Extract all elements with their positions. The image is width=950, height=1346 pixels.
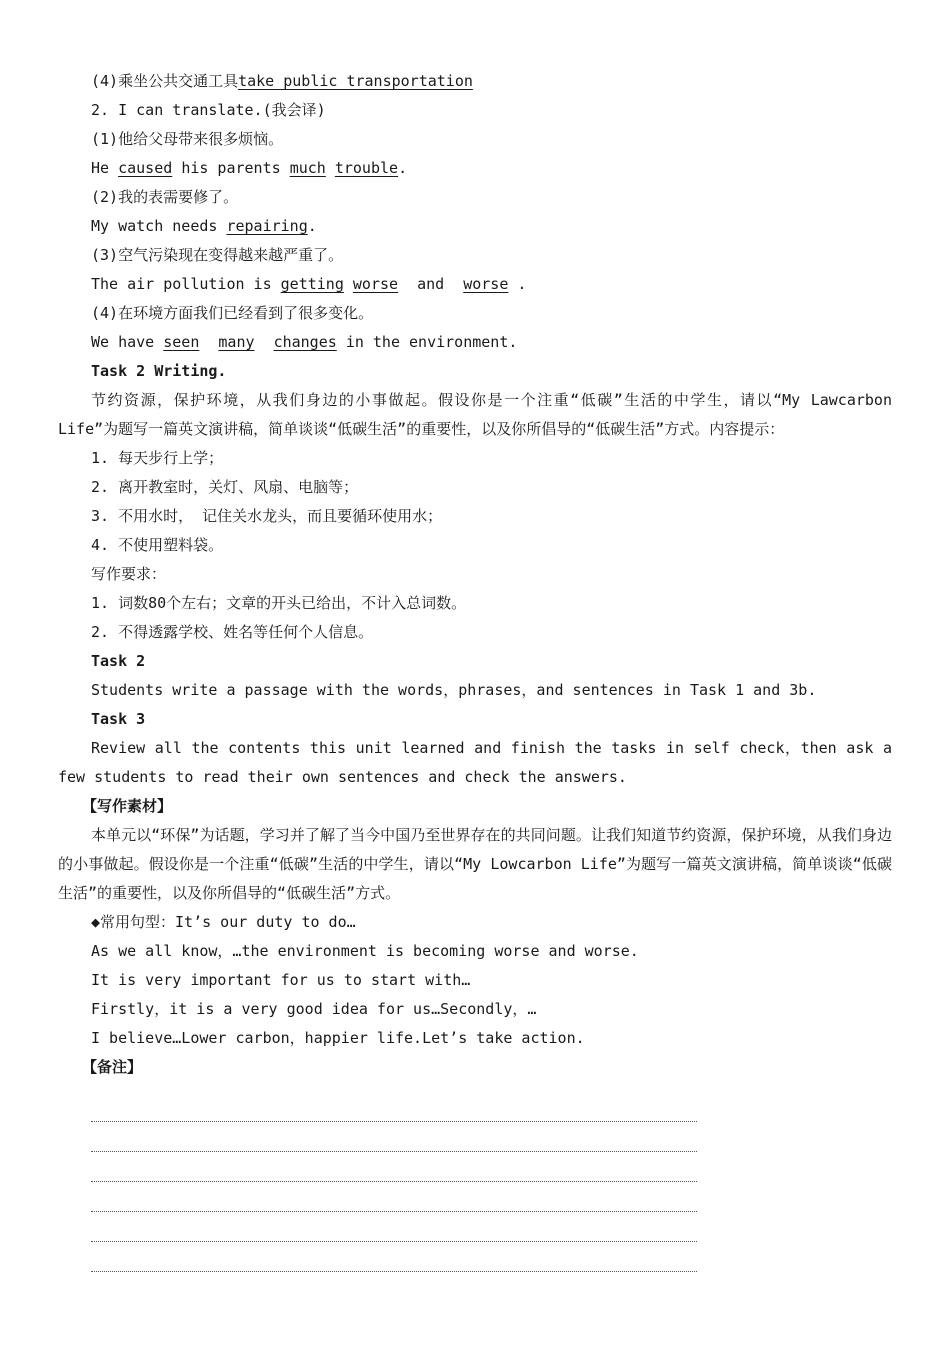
- tip-4: 4. 不使用塑料袋。: [91, 536, 224, 554]
- task2-title: Task 2: [91, 652, 146, 670]
- q3-chinese: (3)空气污染现在变得越来越严重了。: [91, 246, 344, 264]
- q1-text-a: He: [91, 159, 110, 177]
- task2-writing-prompt: 节约资源，保护环境，从我们身边的小事做起。假设你是一个注重“低碳”生活的中学生，请以“My Lawcarbon Life”为题写一篇英文演讲稿，简单谈谈“低碳生活”的重要性，以及你所倡导的“低碳生活”方式。内容提示：: [58, 391, 892, 438]
- notes-lines: [58, 1092, 892, 1272]
- q2-text-a: My watch needs: [91, 217, 218, 235]
- item4-answer: take public transportation: [238, 72, 473, 90]
- requirements-title: 写作要求：: [91, 565, 167, 583]
- q3-blank-1: getting: [280, 275, 344, 293]
- pattern-5: I believe…Lower carbon，happier life.Let’s take action.: [91, 1029, 585, 1047]
- task2-writing-title: Task 2 Writing.: [91, 362, 227, 380]
- note-line[interactable]: [91, 1212, 697, 1242]
- translate-heading: 2. I can translate.(我会译): [91, 101, 326, 119]
- document-page: [58, 67, 892, 1272]
- q3-end: .: [517, 275, 527, 293]
- q4-blank-1: seen: [163, 333, 200, 351]
- material-text: 本单元以“环保”为话题，学习并了解了当今中国乃至世界存在的共同问题。让我们知道节约资源，保护环境，从我们身边的小事做起。假设你是一个注重“低碳”生活的中学生，请以“My Lowcarbon Life”为题写一篇英文演讲稿，简单谈谈“低碳生活”的重要性，以及你所倡导的“低碳生活”方式。: [58, 826, 892, 902]
- tip-2: 2. 离开教室时，关灯、风扇、电脑等；: [91, 478, 359, 496]
- q2-english: [58, 212, 892, 241]
- q2-blank-1: repairing: [226, 217, 308, 235]
- note-line[interactable]: [91, 1182, 697, 1212]
- q4-chinese: (4)在环境方面我们已经看到了很多变化。: [91, 304, 374, 322]
- requirement-2: 2. 不得透露学校、姓名等任何个人信息。: [91, 623, 374, 641]
- q1-english: [58, 154, 892, 183]
- q3-english: [58, 270, 892, 299]
- note-line[interactable]: [91, 1242, 697, 1272]
- item4-line: [58, 67, 892, 96]
- requirement-1: 1. 词数80个左右；文章的开头已给出，不计入总词数。: [91, 594, 467, 612]
- task3-title: Task 3: [91, 710, 146, 728]
- q1-text-c: his parents: [181, 159, 281, 177]
- q4-blank-2: many: [218, 333, 255, 351]
- q4-text-c: in the environment.: [345, 333, 518, 351]
- note-line[interactable]: [91, 1152, 697, 1182]
- q1-blank-3: trouble: [334, 159, 399, 177]
- q1-end: .: [398, 159, 408, 177]
- tip-3: 3. 不用水时， 记住关水龙头，而且要循环使用水；: [91, 507, 443, 525]
- q3-blank-3: worse: [463, 275, 509, 293]
- pattern-3: It is very important for us to start with…: [91, 971, 471, 989]
- task2-text: Students write a passage with the words，phrases，and sentences in Task 1 and 3b.: [91, 681, 817, 699]
- material-title: 【写作素材】: [82, 797, 173, 815]
- q4-english: [58, 328, 892, 357]
- task3-text: Review all the contents this unit learned and finish the tasks in self check，then ask a few students to read their own sentences and check the answers.: [58, 739, 892, 786]
- tip-1: 1. 每天步行上学；: [91, 449, 224, 467]
- q3-text-a: The air pollution is: [91, 275, 272, 293]
- note-line[interactable]: [91, 1092, 697, 1122]
- pattern-4: Firstly，it is a very good idea for us…Secondly，…: [91, 1000, 537, 1018]
- q4-blank-3: changes: [273, 333, 337, 351]
- note-line[interactable]: [91, 1122, 697, 1152]
- q3-text-c: and: [417, 275, 445, 293]
- item4-prefix: (4)乘坐公共交通工具: [91, 72, 239, 90]
- q4-text-a: We have: [91, 333, 155, 351]
- notes-title: 【备注】: [82, 1058, 143, 1076]
- q3-blank-2: worse: [352, 275, 399, 293]
- q1-blank-1: caused: [118, 159, 173, 177]
- pattern-2: As we all know，…the environment is becoming worse and worse.: [91, 942, 639, 960]
- q2-chinese: (2)我的表需要修了。: [91, 188, 239, 206]
- q1-blank-2: much: [289, 159, 326, 177]
- pattern-1: ◆常用句型：It’s our duty to do…: [91, 913, 356, 931]
- q2-end: .: [307, 217, 317, 235]
- q1-chinese: (1)他给父母带来很多烦恼。: [91, 130, 284, 148]
